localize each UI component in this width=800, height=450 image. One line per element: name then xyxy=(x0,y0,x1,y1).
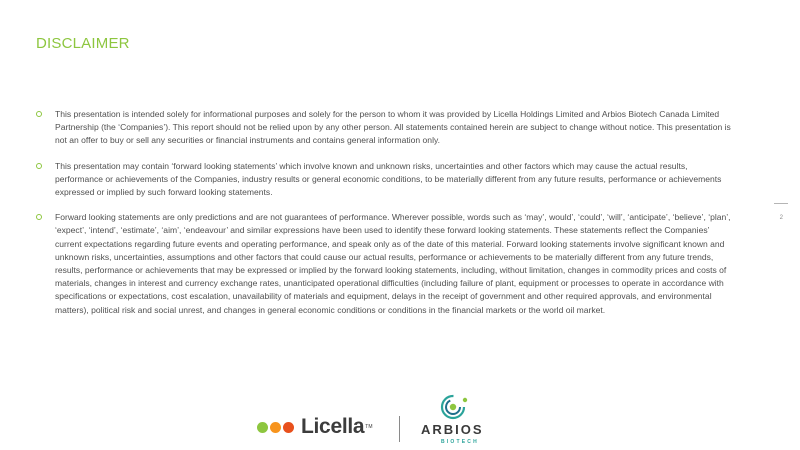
bullet-text: This presentation is intended solely for informational purposes and solely for the person to whom it was provided by Licella Holdings Limited and Arbios Biotech Canada Limited Partnership (the ‘Companies’). This report should not be relied upon by any other person. All statements contained herein are subject to change without notice. This presentation is not an offer to buy or sell any securities or financial instruments and contains general information only. xyxy=(55,109,731,146)
licella-logo xyxy=(257,416,373,438)
arbios-wordmark: ARBIOS xyxy=(421,422,484,437)
footer-logos xyxy=(0,388,800,448)
page-number: 2 xyxy=(779,215,783,221)
list-item xyxy=(36,160,736,200)
list-item xyxy=(36,108,736,148)
disclaimer-list xyxy=(36,108,736,329)
licella-dot-green-icon xyxy=(257,422,268,433)
circle-bullet-icon xyxy=(36,214,42,220)
bullet-text: This presentation may contain ‘forward looking statements’ which involve known and unknown risks, uncertainties and other factors which may cause the actual results, performance or achievements of the Companies, industry results or general economic conditions, to be materially different from any future results, performance or achievements expressed or implied by such forward looking statements. xyxy=(55,160,722,198)
trademark-mark: TM xyxy=(365,424,373,430)
bullet-text: Forward looking statements are only predictions and are not guarantees of performance. Wherever possible, words such as ‘may’, would’, ‘could’, ‘will’, ‘anticipate’, ‘believe’, ‘plan’, ‘expect’, ‘intend’, ‘estimate’, ‘aim’, ‘endeavour’ and similar expressions have been used to identify these forward looking statements. These statements reflect the Companies’ current expectations regarding future events and operating performance, and speak only as of the date of this material. Forward looking statements involve significant known and unknown risks, uncertainties, assumptions and other factors that could cause our actual results, performance or achievements to be materially different from any future trends, results, performance or achievements that may be expressed or implied by the forward looking statements, including, without limitation, changes in commodity prices and costs of materials, changes in interest and currency exchange rates, unanticipated operational difficulties (including failure of plant, equipment or processes to operate in accordance with specifications or expectations, cost escalation, unavailability of materials and equipment, delays in the receipt of government and other required approvals, and environmental matters), political risk and social unrest, and changes in general economic conditions or conditions in the financial markets or the world oil market. xyxy=(55,212,731,315)
licella-dot-red-icon xyxy=(283,422,294,433)
licella-wordmark: Licella xyxy=(301,415,365,438)
arbios-swirl-icon xyxy=(439,392,469,422)
circle-bullet-icon xyxy=(36,111,42,117)
logo-divider xyxy=(399,416,400,442)
circle-bullet-icon xyxy=(36,163,42,169)
page-title: DISCLAIMER xyxy=(36,35,130,52)
page-number-rule xyxy=(774,203,788,204)
licella-dot-orange-icon xyxy=(270,422,281,433)
list-item xyxy=(36,211,736,317)
arbios-subtitle: BIOTECH xyxy=(441,439,479,445)
